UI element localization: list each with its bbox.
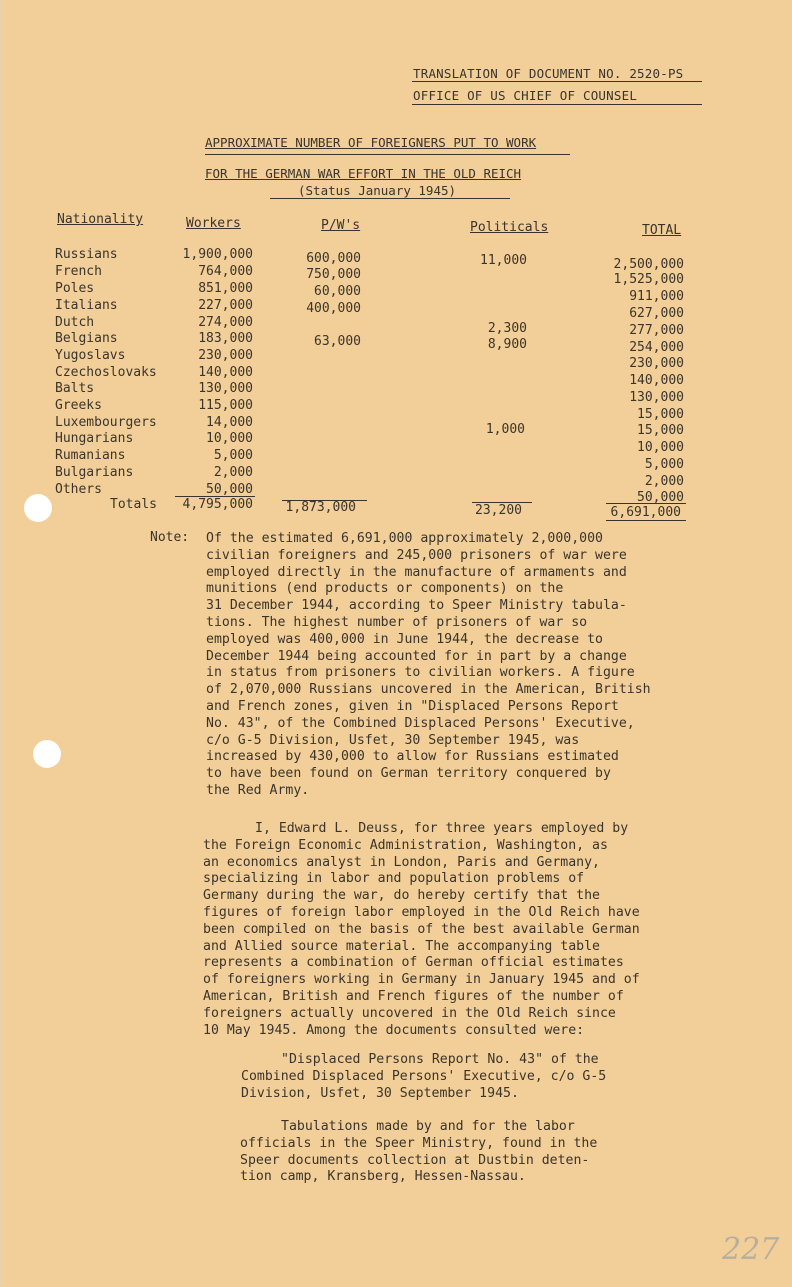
- total-cell: 1,525,000: [613, 272, 684, 287]
- source-line: officials in the Speer Ministry, found in the: [240, 1135, 598, 1151]
- nationality-cell: Luxembourgers: [55, 415, 157, 430]
- workers-cell: 5,000: [213, 448, 253, 463]
- col-header-total: TOTAL: [642, 223, 682, 238]
- certification-line: American, British and French figures of the number of: [203, 988, 624, 1004]
- note-line: increased by 430,000 to allow for Russians estimated: [206, 749, 619, 765]
- certification-line: specializing in labor and population problems of: [203, 871, 585, 887]
- certification-line: the Foreign Economic Administration, Washington, as: [203, 837, 608, 853]
- nationality-cell: Dutch: [55, 315, 95, 330]
- col-header-pws: P/W's: [321, 218, 361, 233]
- certification-line: 10 May 1945. Among the documents consulted were:: [203, 1022, 585, 1038]
- status-rule: [270, 198, 510, 199]
- total-total-rule: [606, 503, 686, 504]
- workers-cell: 115,000: [198, 398, 253, 413]
- politicals-cell: 11,000: [480, 253, 527, 268]
- certification-line: an economics analyst in London, Paris and Germany,: [203, 854, 600, 870]
- punch-hole-bottom: [33, 740, 61, 768]
- source-line: Tabulations made by and for the labor: [281, 1119, 575, 1134]
- title-line-1: APPROXIMATE NUMBER OF FOREIGNERS PUT TO WORK: [205, 135, 537, 150]
- total-cell: 140,000: [629, 373, 684, 388]
- note-line: Of the estimated 6,691,000 approximately 2,000,000: [206, 531, 603, 546]
- source-line: Speer documents collection at Dustbin deten-: [240, 1152, 590, 1168]
- totals-total: 6,691,000: [610, 505, 681, 520]
- workers-cell: 14,000: [206, 415, 253, 430]
- handwritten-page-mark: 227: [722, 1232, 780, 1267]
- total-cell: 15,000: [637, 407, 684, 422]
- certification-line: foreigners actually uncovered in the Old Reich since: [203, 1005, 616, 1021]
- header-line-1: TRANSLATION OF DOCUMENT NO. 2520-PS: [413, 66, 684, 81]
- source-line: Combined Displaced Persons' Executive, c/o G-5: [241, 1068, 607, 1084]
- workers-cell: 274,000: [198, 315, 253, 330]
- nationality-cell: Balts: [55, 381, 95, 396]
- note-line: tions. The highest number of prisoners of war so: [206, 614, 588, 630]
- total-cell: 130,000: [629, 390, 684, 405]
- certification-line: been compiled on the basis of the best available German: [203, 921, 640, 937]
- source-item-1: [241, 1052, 606, 1102]
- header-line-2: OFFICE OF US CHIEF OF COUNSEL: [413, 88, 638, 103]
- politicals-cell: 1,000: [485, 422, 525, 437]
- nationality-cell: Rumanians: [55, 448, 126, 463]
- politicals-cell: 2,300: [487, 321, 527, 336]
- total-cell: 50,000: [637, 490, 684, 505]
- workers-cell: 1,900,000: [182, 247, 253, 262]
- header-rule-1: [412, 81, 702, 82]
- workers-cell: 764,000: [198, 264, 253, 279]
- politicals-cell: 8,900: [487, 337, 527, 352]
- nationality-cell: Yugoslavs: [55, 348, 126, 363]
- total-double-rule: [606, 520, 686, 521]
- totals-workers: 4,795,000: [182, 497, 253, 512]
- note-line: civilian foreigners and 245,000 prisoners of war were: [206, 547, 627, 563]
- note-line: munitions (end products or components) on the: [206, 581, 564, 597]
- note-line: December 1944 being accounted for in part by a change: [206, 648, 627, 664]
- pws-cell: 60,000: [314, 284, 361, 299]
- nationality-cell: Bulgarians: [55, 465, 134, 480]
- total-cell: 911,000: [629, 289, 684, 304]
- note-paragraph: [206, 531, 651, 800]
- workers-cell: 50,000: [206, 482, 253, 497]
- note-line: No. 43", of the Combined Displaced Persons' Executive,: [206, 715, 635, 731]
- punch-hole-top: [24, 494, 52, 522]
- totals-label: Totals: [110, 497, 157, 512]
- nationality-cell: Belgians: [55, 331, 118, 346]
- note-line: and French zones, given in "Displaced Persons Report: [206, 698, 619, 714]
- pws-cell: 400,000: [306, 301, 361, 316]
- paper-edge: [0, 0, 4, 1287]
- note-line: c/o G-5 Division, Usfet, 30 September 1945, was: [206, 732, 580, 748]
- source-line: "Displaced Persons Report No. 43" of the: [281, 1052, 599, 1067]
- col-header-nationality: Nationality: [57, 212, 144, 227]
- note-line: in status from prisoners to civilian workers. A figure: [206, 665, 635, 681]
- workers-cell: 140,000: [198, 365, 253, 380]
- nationality-cell: Hungarians: [55, 431, 134, 446]
- source-line: tion camp, Kransberg, Hessen-Nassau.: [240, 1169, 526, 1185]
- total-cell: 254,000: [629, 340, 684, 355]
- note-line: of 2,070,000 Russians uncovered in the American, British: [206, 682, 651, 698]
- total-cell: 10,000: [637, 440, 684, 455]
- total-cell: 277,000: [629, 323, 684, 338]
- pws-cell: 750,000: [306, 267, 361, 282]
- nationality-cell: Greeks: [55, 398, 102, 413]
- source-line: Division, Usfet, 30 September 1945.: [241, 1085, 519, 1101]
- total-cell: 15,000: [637, 423, 684, 438]
- col-header-politicals: Politicals: [470, 220, 549, 235]
- totals-politicals: 23,200: [475, 503, 522, 518]
- certification-line: represents a combination of German official estimates: [203, 955, 624, 971]
- source-item-2: [240, 1119, 597, 1186]
- total-cell: 2,000: [644, 474, 684, 489]
- title-line-2: FOR THE GERMAN WAR EFFORT IN THE OLD REICH: [205, 166, 522, 181]
- note-line: employed was 400,000 in June 1944, the decrease to: [206, 631, 603, 647]
- nationality-cell: Italians: [55, 298, 118, 313]
- workers-cell: 227,000: [198, 298, 253, 313]
- workers-cell: 230,000: [198, 348, 253, 363]
- note-line: employed directly in the manufacture of armaments and: [206, 564, 627, 580]
- nationality-cell: French: [55, 264, 102, 279]
- nationality-cell: Russians: [55, 247, 118, 262]
- certification-paragraph: [203, 821, 640, 1039]
- certification-line: and Allied source material. The accompanying table: [203, 938, 600, 954]
- totals-pws: 1,873,000: [285, 500, 356, 515]
- certification-line: Germany during the war, do hereby certify that the: [203, 888, 600, 904]
- note-label: Note:: [150, 530, 190, 545]
- workers-cell: 130,000: [198, 381, 253, 396]
- pws-cell: 63,000: [314, 334, 361, 349]
- total-cell: 627,000: [629, 306, 684, 321]
- nationality-cell: Others: [55, 482, 102, 497]
- workers-cell: 851,000: [198, 281, 253, 296]
- note-line: the Red Army.: [206, 782, 310, 798]
- nationality-cell: Poles: [55, 281, 95, 296]
- certification-line: of foreigners working in Germany in January 1945 and of: [203, 972, 640, 988]
- total-cell: 230,000: [629, 356, 684, 371]
- title-status: (Status January 1945): [298, 183, 457, 198]
- note-line: to have been found on German territory conquered by: [206, 766, 611, 782]
- workers-cell: 10,000: [206, 431, 253, 446]
- total-cell: 2,500,000: [613, 257, 684, 272]
- note-line: 31 December 1944, according to Speer Ministry tabula-: [206, 598, 627, 614]
- title-rule: [205, 154, 570, 155]
- header-rule-2: [412, 104, 702, 105]
- pws-cell: 600,000: [306, 251, 361, 266]
- col-header-workers: Workers: [186, 216, 241, 231]
- total-cell: 5,000: [644, 457, 684, 472]
- workers-cell: 2,000: [213, 465, 253, 480]
- certification-line: figures of foreign labor employed in the Old Reich have: [203, 904, 640, 920]
- workers-cell: 183,000: [198, 331, 253, 346]
- certification-line: I, Edward L. Deuss, for three years employed by: [255, 821, 629, 836]
- nationality-cell: Czechoslovaks: [55, 365, 157, 380]
